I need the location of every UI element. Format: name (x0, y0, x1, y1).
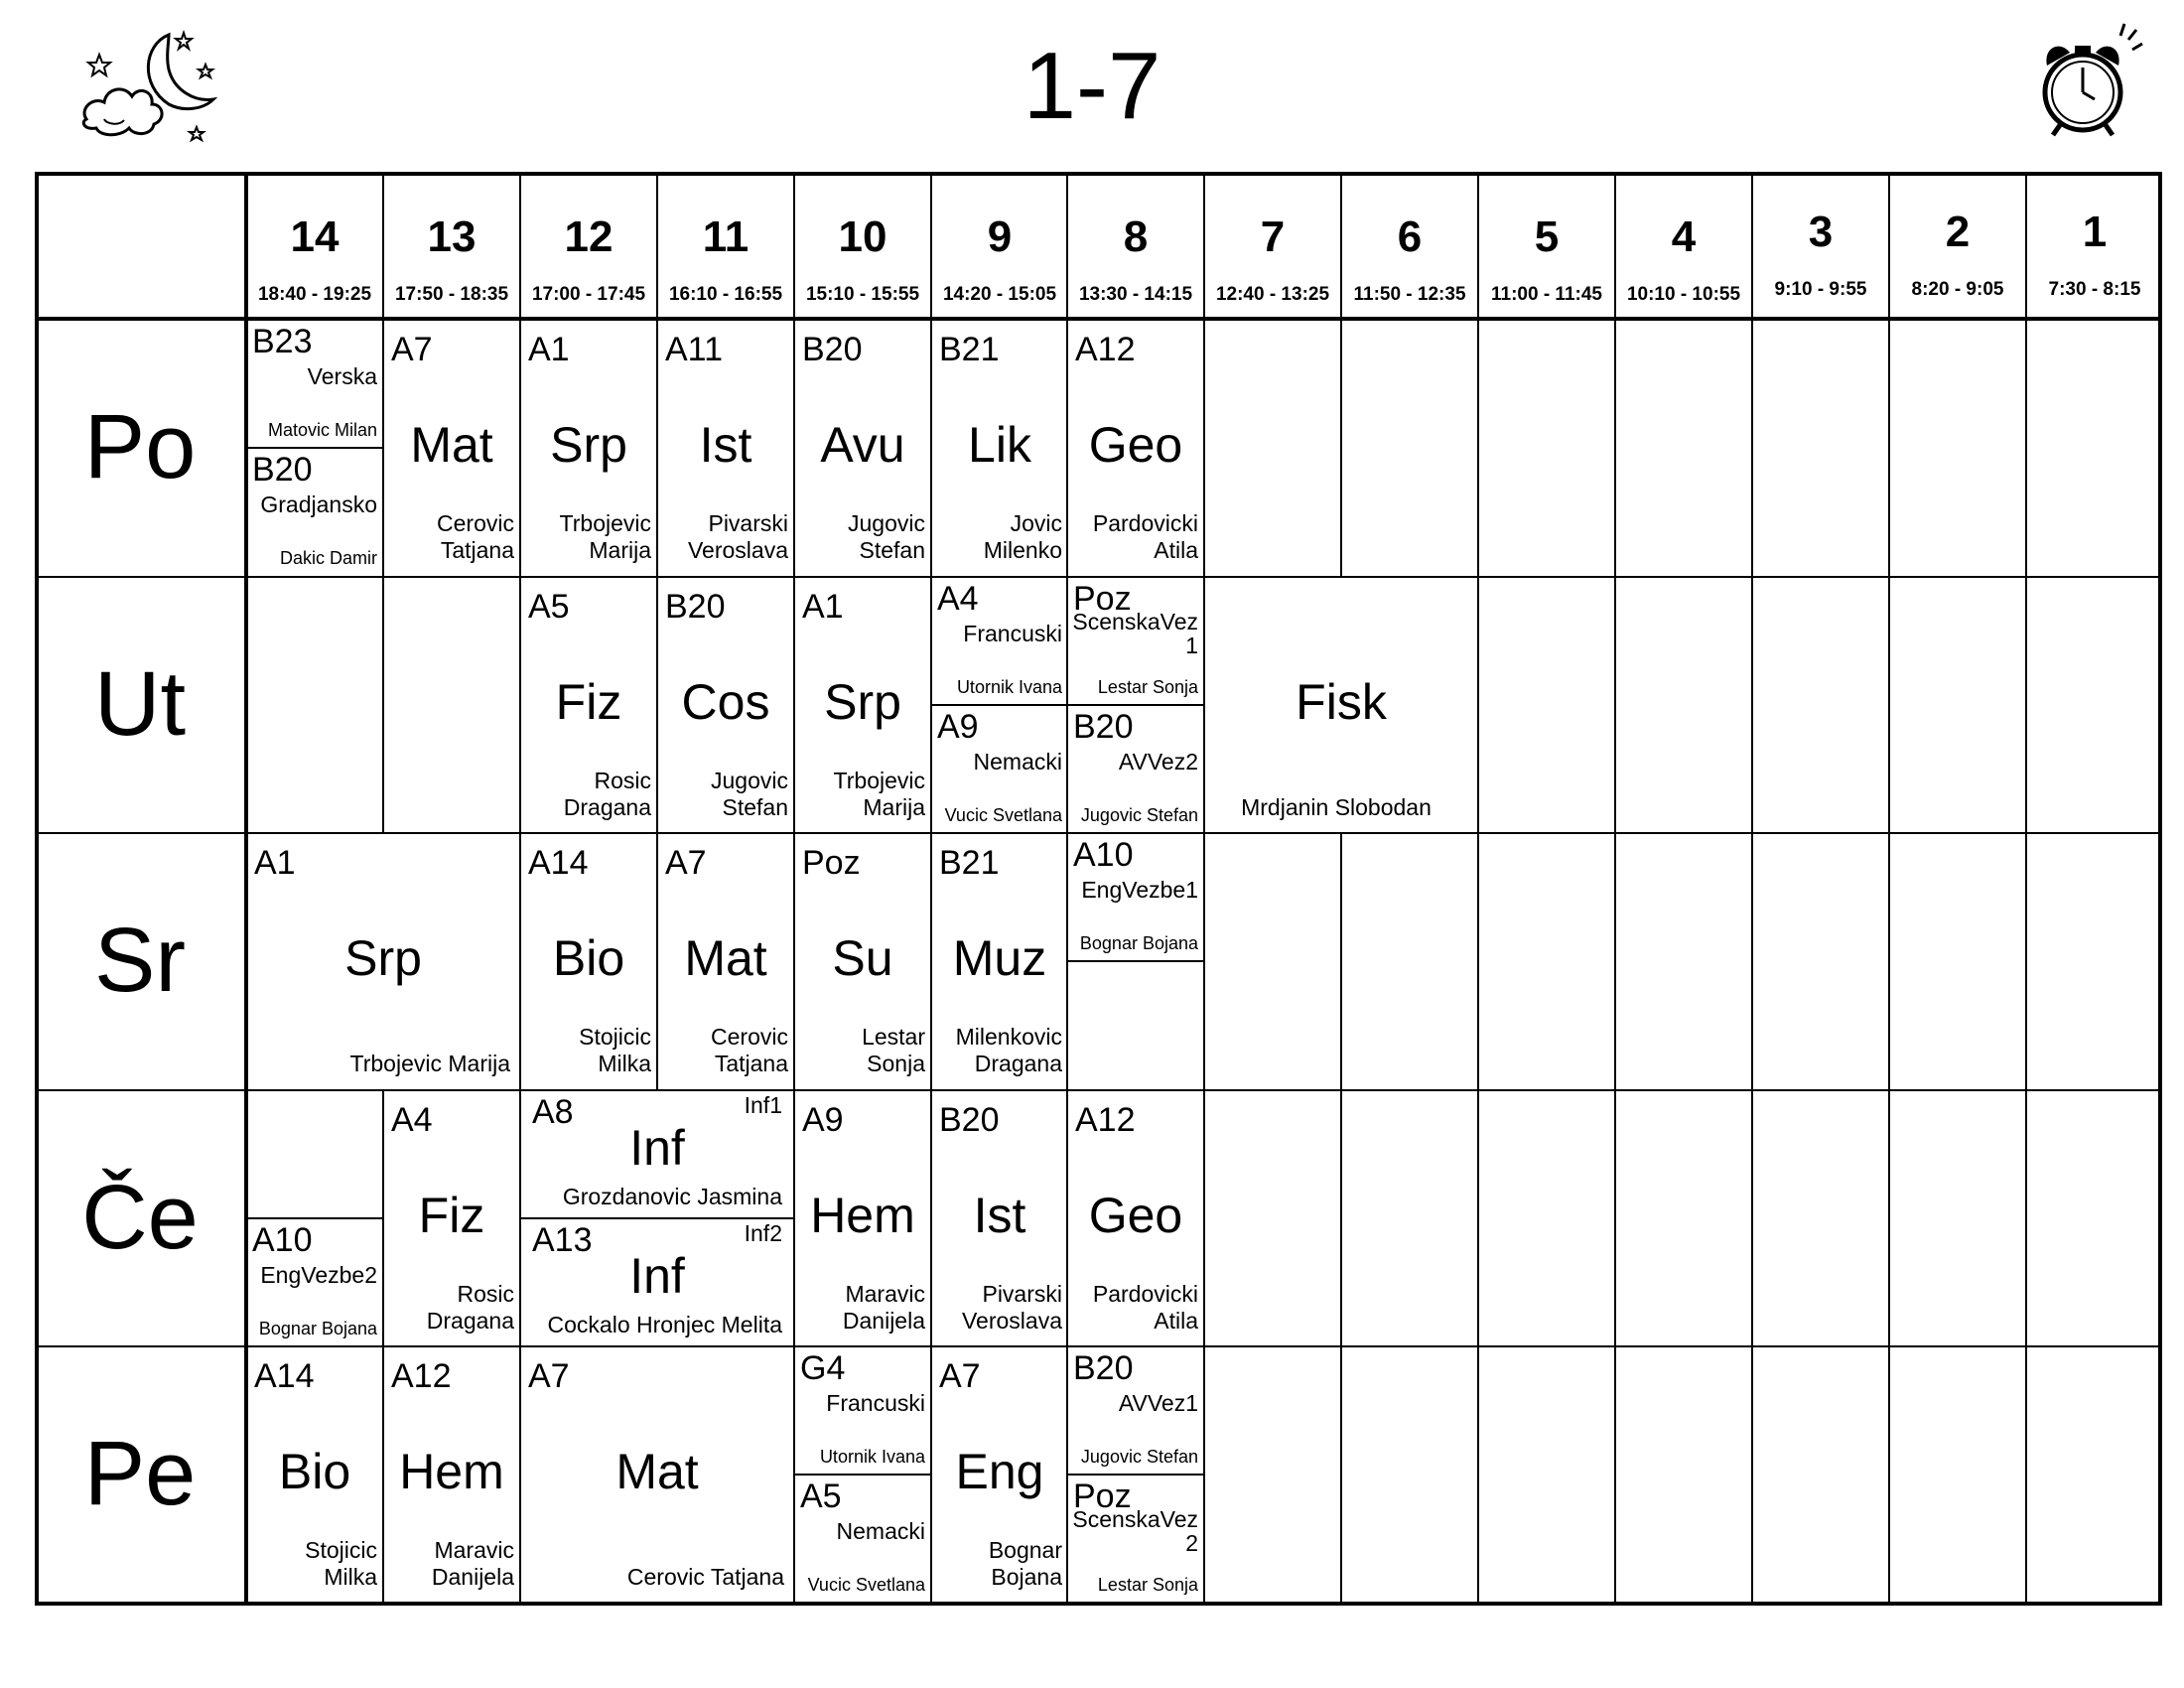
subject-name: Fisk (1296, 674, 1387, 730)
teacher-first-line: Jugovic (711, 768, 788, 793)
period-number: 10 (838, 212, 887, 261)
room-code: B23 (252, 323, 313, 360)
teacher-second-line: Danijela (431, 1564, 514, 1590)
room-code: A9 (937, 708, 979, 746)
teacher-second-line: Atila (1154, 1308, 1198, 1334)
period-time: 13:30 - 14:15 (1078, 284, 1193, 305)
teacher-first-line: Lestar (862, 1024, 925, 1050)
subject-name: Su (832, 930, 893, 986)
split-line (931, 704, 1068, 706)
column-line (1477, 320, 1479, 577)
teacher-second-line: Tatjana (714, 1051, 788, 1076)
column-line (1751, 577, 1753, 834)
teacher-name: Dakic Damir (279, 548, 377, 568)
teacher-name: Bognar Bojana (258, 1319, 377, 1338)
subject-name: Fiz (418, 1188, 485, 1243)
teacher-second-line: Marija (589, 537, 651, 563)
period-number: 9 (987, 212, 1013, 261)
teacher-name: Utornik Ivana (819, 1447, 925, 1467)
teacher-name: Utornik Ivana (956, 677, 1062, 697)
split-line (1067, 704, 1204, 706)
period-time: 15:10 - 15:55 (805, 284, 920, 305)
teacher-first-line: Rosic (594, 768, 651, 793)
column-line (1477, 1090, 1479, 1347)
period-time: 7:30 - 8:15 (2048, 279, 2141, 300)
period-time: 18:40 - 19:25 (257, 284, 372, 305)
period-number: 3 (1808, 208, 1834, 256)
day-label: Sr (94, 910, 186, 1011)
room-code: A5 (800, 1477, 842, 1515)
row-line (35, 1089, 2162, 1091)
group-name: EngVezbe1 (1081, 877, 1198, 903)
column-line (1477, 1346, 1479, 1604)
period-number: 6 (1397, 212, 1423, 261)
column-line (1888, 833, 1890, 1090)
group-name: AVVez1 (1118, 1390, 1198, 1416)
split-line (1067, 960, 1204, 962)
day-label: Pe (83, 1423, 197, 1524)
teacher-name: Cerovic Tatjana (626, 1564, 784, 1590)
room-code: A5 (528, 588, 570, 626)
room-code: A1 (802, 588, 844, 626)
period-time: 10:10 - 10:55 (1626, 284, 1741, 305)
teacher-name: Vucic Svetlana (944, 805, 1062, 825)
subject-name: Srp (344, 930, 422, 986)
column-line (1751, 1090, 1753, 1347)
group-name: ScenskaVez (1072, 1506, 1198, 1532)
room-code: A10 (1073, 836, 1134, 874)
teacher-name: Trbojevic Marija (349, 1051, 510, 1076)
teacher-first-line: Pardovicki (1092, 510, 1198, 536)
period-time: 17:00 - 17:45 (531, 284, 646, 305)
column-line (1888, 320, 1890, 577)
period-time: 11:00 - 11:45 (1491, 284, 1602, 305)
subject-name: Mat (615, 1444, 699, 1499)
subject-name: Muz (952, 930, 1047, 986)
column-line (1888, 1090, 1890, 1347)
split-line (520, 1217, 794, 1219)
day-label: Če (81, 1167, 199, 1268)
room-code: Poz (1073, 1477, 1132, 1515)
period-number: 13 (427, 212, 477, 261)
room-code: A1 (254, 844, 296, 882)
split-line (246, 1217, 383, 1219)
subject-name: Bio (552, 930, 625, 986)
subject-name: Geo (1088, 1188, 1183, 1243)
room-code: A1 (528, 331, 570, 368)
subject-name: Cos (681, 674, 770, 730)
subject-name: Mat (684, 930, 767, 986)
period-time: 12:40 - 13:25 (1215, 284, 1330, 305)
column-line (1751, 1346, 1753, 1604)
column-line (1614, 1346, 1616, 1604)
group-name: Nemacki (836, 1518, 925, 1544)
subject-name: Srp (550, 417, 627, 473)
column-line (2025, 320, 2027, 577)
column-line (2025, 833, 2027, 1090)
teacher-second-line: Veroslava (961, 1308, 1062, 1334)
teacher-second-line: Milka (598, 1051, 651, 1076)
room-code: A12 (1075, 1101, 1136, 1139)
table-border-top (35, 172, 2162, 176)
room-code: A14 (528, 844, 589, 882)
teacher-second-line: Stefan (859, 537, 925, 563)
table-border-left (35, 172, 39, 1604)
room-code: A7 (528, 1357, 570, 1395)
teacher-name: Cockalo Hronjec Melita (547, 1312, 782, 1337)
teacher-second-line: Veroslava (687, 537, 788, 563)
teacher-second-line: Dragana (974, 1051, 1062, 1076)
subject-name: Ist (699, 417, 752, 473)
room-code: B20 (665, 588, 726, 626)
room-code: A4 (937, 580, 979, 618)
subject-name: Ist (973, 1188, 1026, 1243)
column-line (2025, 1346, 2027, 1604)
period-number: 8 (1123, 212, 1149, 261)
room-code: B20 (252, 451, 313, 489)
column-line (1340, 833, 1342, 1090)
room-code: Poz (1073, 580, 1132, 618)
room-code: A12 (391, 1357, 452, 1395)
teacher-second-line: Tatjana (440, 537, 514, 563)
teacher-first-line: Rosic (457, 1281, 514, 1307)
teacher-name: Lestar Sonja (1097, 677, 1198, 697)
column-line (1751, 320, 1753, 577)
table-border-bottom (35, 1602, 2162, 1606)
column-line (1340, 1090, 1342, 1347)
room-code: A10 (252, 1221, 313, 1259)
column-line (1477, 833, 1479, 1090)
room-code: B20 (939, 1101, 1000, 1139)
period-time: 11:50 - 12:35 (1353, 284, 1466, 305)
room-code: A13 (532, 1221, 593, 1259)
teacher-first-line: Cerovic (711, 1024, 788, 1050)
room-code: B20 (1073, 1349, 1134, 1387)
teacher-name: Vucic Svetlana (807, 1575, 925, 1595)
teacher-second-line: Dragana (426, 1308, 514, 1334)
teacher-first-line: Stojicic (305, 1537, 377, 1563)
subject-name: Inf (629, 1248, 685, 1304)
group-name: EngVezbe2 (260, 1262, 377, 1288)
teacher-second-line: Danijela (842, 1308, 925, 1334)
group-name: ScenskaVez (1072, 609, 1198, 634)
subject-name: Inf (629, 1120, 685, 1176)
period-number: 14 (290, 212, 340, 261)
period-time: 9:10 - 9:55 (1774, 279, 1867, 300)
teacher-second-line: Dragana (563, 794, 651, 820)
column-line (2025, 1090, 2027, 1347)
period-number: 11 (702, 212, 750, 261)
column-line (1614, 1090, 1616, 1347)
teacher-second-line: Stefan (722, 794, 788, 820)
column-line (1888, 1346, 1890, 1604)
room-code: A7 (939, 1357, 981, 1395)
table-border-right (2158, 172, 2162, 1604)
column-line (1751, 833, 1753, 1090)
column-line (1340, 1346, 1342, 1604)
split-line (246, 447, 383, 449)
subject-name: Srp (824, 674, 901, 730)
teacher-second-line: Sonja (867, 1051, 925, 1076)
period-number: 5 (1534, 212, 1560, 261)
room-code: A11 (665, 331, 723, 368)
row-line (35, 832, 2162, 834)
subject-name: Fiz (555, 674, 622, 730)
day-column-divider (244, 172, 248, 1604)
group-name: Francuski (826, 1390, 925, 1416)
subject-name: Eng (955, 1444, 1044, 1499)
column-line (1614, 320, 1616, 577)
room-code: A8 (532, 1093, 574, 1131)
period-time: 14:20 - 15:05 (942, 284, 1057, 305)
room-code: B20 (1073, 708, 1134, 746)
group-name: Francuski (963, 621, 1062, 646)
group-label: Inf1 (744, 1092, 782, 1118)
subject-name: Lik (968, 417, 1031, 473)
teacher-second-line: Milenko (983, 537, 1062, 563)
teacher-first-line: Milenkovic (955, 1024, 1062, 1050)
column-line (1340, 320, 1342, 577)
period-time: 16:10 - 16:55 (668, 284, 783, 305)
split-line (794, 1474, 931, 1476)
group-name: Nemacki (973, 749, 1062, 774)
teacher-name: Mrdjanin Slobodan (1241, 794, 1432, 820)
teacher-name: Jugovic Stefan (1080, 1447, 1198, 1467)
teacher-name: Bognar Bojana (1079, 933, 1198, 953)
header-divider (35, 317, 2162, 321)
room-code: Poz (802, 844, 861, 882)
teacher-name: Lestar Sonja (1097, 1575, 1198, 1595)
room-code: B21 (939, 844, 1000, 882)
column-line (1614, 833, 1616, 1090)
period-number: 12 (564, 212, 614, 261)
column-line (382, 577, 384, 834)
column-line (2025, 577, 2027, 834)
teacher-first-line: Cerovic (437, 510, 514, 536)
period-number: 2 (1945, 208, 1971, 256)
room-code: A14 (254, 1357, 315, 1395)
split-line (1067, 1474, 1204, 1476)
period-time: 8:20 - 9:05 (1911, 279, 2004, 300)
teacher-name: Jugovic Stefan (1080, 805, 1198, 825)
room-code: A12 (1075, 331, 1136, 368)
day-label: Ut (94, 653, 186, 755)
teacher-first-line: Maravic (845, 1281, 925, 1307)
teacher-first-line: Jovic (1010, 510, 1062, 536)
column-line (1614, 577, 1616, 834)
teacher-first-line: Pivarski (708, 510, 788, 536)
room-code: A9 (802, 1101, 844, 1139)
room-code: A7 (665, 844, 707, 882)
subject-name: Bio (278, 1444, 351, 1499)
column-line (1888, 577, 1890, 834)
subject-name: Hem (810, 1188, 915, 1243)
row-line (35, 1345, 2162, 1347)
teacher-first-line: Maravic (434, 1537, 514, 1563)
teacher-name: Matovic Milan (267, 420, 377, 440)
subject-name: Avu (820, 417, 905, 473)
teacher-first-line: Bognar (988, 1537, 1062, 1563)
period-time: 17:50 - 18:35 (394, 284, 509, 305)
room-code: A7 (391, 331, 433, 368)
room-code: A4 (391, 1101, 433, 1139)
teacher-first-line: Jugovic (848, 510, 925, 536)
group-number: 2 (1185, 1530, 1198, 1556)
row-line (35, 576, 2162, 578)
teacher-second-line: Atila (1154, 537, 1198, 563)
group-name: Verska (307, 363, 377, 389)
group-number: 1 (1185, 633, 1198, 658)
room-code: B20 (802, 331, 863, 368)
teacher-first-line: Trbojevic (833, 768, 925, 793)
period-number: 1 (2082, 208, 2108, 256)
teacher-name: Grozdanovic Jasmina (562, 1184, 782, 1209)
period-number: 7 (1260, 212, 1286, 261)
day-label: Po (83, 396, 197, 497)
teacher-second-line: Marija (863, 794, 925, 820)
subject-name: Mat (410, 417, 493, 473)
room-code: B21 (939, 331, 1000, 368)
subject-name: Geo (1088, 417, 1183, 473)
teacher-second-line: Bojana (991, 1564, 1062, 1590)
teacher-first-line: Trbojevic (559, 510, 651, 536)
period-number: 4 (1671, 212, 1697, 261)
group-name: AVVez2 (1118, 749, 1198, 774)
subject-name: Hem (399, 1444, 504, 1499)
teacher-first-line: Pivarski (982, 1281, 1062, 1307)
group-name: Gradjansko (260, 492, 377, 517)
teacher-first-line: Pardovicki (1092, 1281, 1198, 1307)
teacher-first-line: Stojicic (579, 1024, 651, 1050)
teacher-second-line: Milka (324, 1564, 377, 1590)
page-title: 1-7 (1023, 33, 1161, 139)
group-label: Inf2 (744, 1220, 782, 1246)
room-code: G4 (800, 1349, 846, 1387)
